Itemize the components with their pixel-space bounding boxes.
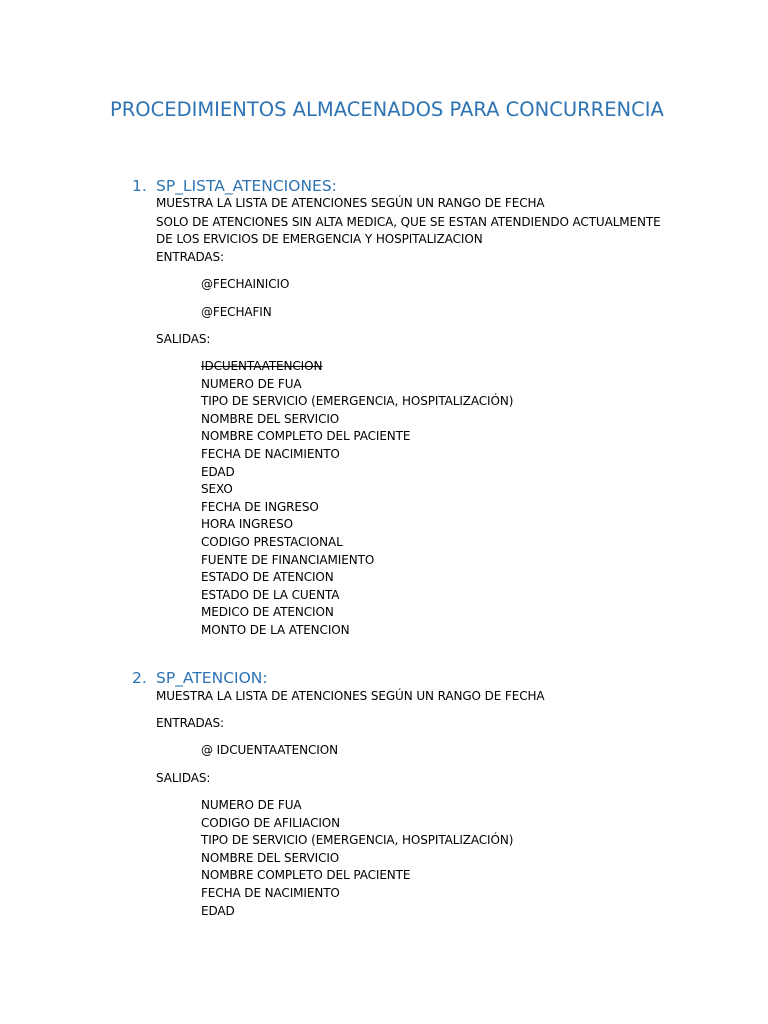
section-1-output-item: HORA INGRESO: [201, 517, 293, 532]
section-2-inputs-label: ENTRADAS:: [156, 715, 224, 730]
section-2-output-item: FECHA DE NACIMIENTO: [201, 885, 340, 900]
section-1-output-item: NOMBRE COMPLETO DEL PACIENTE: [201, 429, 411, 444]
section-1-description-line-2: SOLO DE ATENCIONES SIN ALTA MEDICA, QUE SE ESTAN ATENDIENDO ACTUALMENTE: [156, 214, 661, 229]
section-1-output-item: MONTO DE LA ATENCION: [201, 622, 350, 637]
section-2-output-item: TIPO DE SERVICIO (EMERGENCIA, HOSPITALIZACIÓN): [201, 833, 514, 848]
section-2-output-item: EDAD: [201, 903, 235, 918]
section-1-outputs-list: [201, 358, 513, 640]
section-2-output-item: NUMERO DE FUA: [201, 798, 302, 812]
section-1-output-item: FUENTE DE FINANCIAMIENTO: [201, 552, 375, 567]
section-2-output-item: NOMBRE DEL SERVICIO: [201, 850, 340, 865]
section-2-input-1: @ IDCUENTAATENCION: [201, 743, 338, 757]
section-2-heading: [132, 668, 268, 688]
section-1-output-item: SEXO: [201, 482, 233, 497]
section-2-output-item: CODIGO DE AFILIACION: [201, 815, 341, 830]
section-2-outputs-list: [201, 797, 513, 920]
section-1-output-item: FECHA DE INGRESO: [201, 499, 319, 514]
section-1-input-2: @FECHAFIN: [201, 304, 272, 319]
section-1-output-item: EDAD: [201, 464, 235, 479]
section-1-description-line-3: DE LOS ERVICIOS DE EMERGENCIA Y HOSPITALIZACION: [156, 232, 483, 246]
section-1-output-item: NOMBRE DEL SERVICIO: [201, 411, 340, 426]
section-1-outputs-label: SALIDAS:: [156, 332, 211, 346]
section-1-output-item: ESTADO DE LA CUENTA: [201, 587, 340, 602]
section-1-output-item: MEDICO DE ATENCION: [201, 605, 334, 620]
section-1-description-line-1: MUESTRA LA LISTA DE ATENCIONES SEGÚN UN RANGO DE FECHA: [156, 196, 545, 210]
section-2-outputs-label: SALIDAS:: [156, 770, 211, 785]
section-1-input-1: @FECHAINICIO: [201, 277, 290, 291]
section-1-output-item: NUMERO DE FUA: [201, 376, 302, 391]
document-title: PROCEDIMIENTOS ALMACENADOS PARA CONCURRENCIA: [110, 98, 664, 121]
section-1-number: 1.: [132, 177, 147, 195]
section-1-output-item: CODIGO PRESTACIONAL: [201, 534, 343, 549]
section-1-output-item: FECHA DE NACIMIENTO: [201, 446, 340, 461]
section-2-number: 2.: [132, 669, 147, 687]
section-2-output-item: NOMBRE COMPLETO DEL PACIENTE: [201, 868, 411, 883]
section-1-inputs-label: ENTRADAS:: [156, 250, 224, 264]
section-1-output-item: IDCUENTAATENCION: [201, 359, 323, 373]
section-1-output-item: TIPO DE SERVICIO (EMERGENCIA, HOSPITALIZACIÓN): [201, 394, 514, 409]
section-1-name: SP_LISTA_ATENCIONES:: [156, 177, 337, 195]
section-2-name: SP_ATENCION:: [156, 669, 268, 687]
section-2-description-line-1: MUESTRA LA LISTA DE ATENCIONES SEGÚN UN RANGO DE FECHA: [156, 688, 545, 703]
section-1-heading: [132, 176, 337, 196]
section-1-output-item: ESTADO DE ATENCION: [201, 570, 334, 585]
